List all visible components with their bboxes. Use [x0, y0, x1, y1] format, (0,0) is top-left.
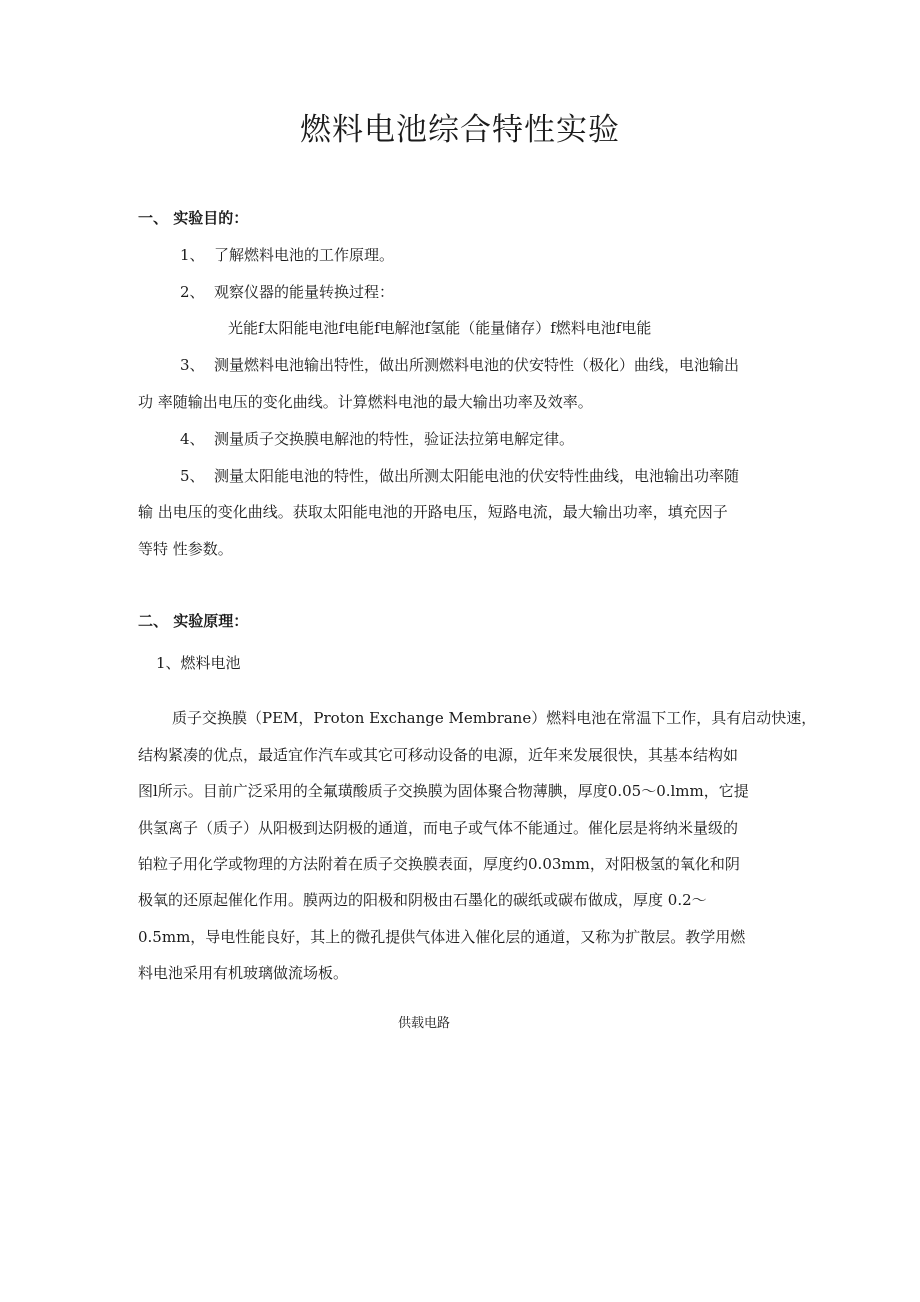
list-item-number: 1、: [180, 246, 205, 264]
paragraph-line: 供氢离子（质子）从阳极到达阴极的通道，而电子或气体不能通过。催化层是将纳米量级的: [138, 819, 739, 837]
section-heading-objectives: 一、 实验目的：: [138, 209, 249, 227]
list-item-continuation: 等特 性参数。: [138, 540, 233, 558]
list-item: [180, 354, 739, 375]
list-item-number: 5、: [180, 467, 205, 485]
list-item-number: 3、: [180, 356, 205, 374]
energy-conversion-chain: 光能f太阳能电池f电能f电解池f氢能（能量储存）f燃料电池f电能: [228, 319, 652, 337]
subsection-heading-fuel-cell: 1、燃料电池: [156, 654, 241, 672]
list-item: [180, 465, 739, 486]
page-title: 燃料电池综合特性实验: [300, 112, 620, 148]
list-item: [180, 244, 394, 265]
paragraph-line: 图l所示。目前广泛采用的全氟璜酸质子交换膜为固体聚合物薄腆，厚度0.05～0.lmm，它提: [138, 782, 749, 800]
list-item-number: 4、: [180, 430, 205, 448]
list-item-number: 2、: [180, 283, 205, 301]
list-item: [180, 428, 574, 449]
list-item-continuation: 功 率随输出电压的变化曲线。计算燃料电池的最大输出功率及效率。: [138, 393, 593, 411]
list-item-text: 测量燃料电池输出特性，做出所测燃料电池的伏安特性（极化）曲线，电池输出: [214, 356, 740, 374]
list-item-text: 观察仪器的能量转换过程：: [214, 283, 395, 301]
list-item-continuation: 输 出电压的变化曲线。获取太阳能电池的开路电压，短路电流，最大输出功率，填充因子: [138, 503, 728, 521]
paragraph-line: 极氧的还原起催化作用。膜两边的阳极和阴极由石墨化的碳纸或碳布做成，厚度 0.2～: [138, 891, 707, 909]
list-item-text: 了解燃料电池的工作原理。: [214, 246, 395, 264]
figure-caption: 供载电路: [397, 1016, 450, 1031]
paragraph-line: 质子交换膜（PEM，Proton Exchange Membrane）燃料电池在常温下工作，具有启动快速，: [172, 709, 817, 727]
list-item-text: 测量质子交换膜电解池的特性，验证法拉第电解定律。: [214, 430, 575, 448]
paragraph-line: 0.5mm，导电性能良好，其上的微孔提供气体进入催化层的通道，又称为扩散层。教学用燃: [138, 928, 746, 946]
paragraph-line: 料电池采用有机玻璃做流场板。: [138, 964, 349, 982]
list-item: [180, 281, 394, 302]
list-item-text: 测量太阳能电池的特性，做出所测太阳能电池的伏安特性曲线，电池输出功率随: [214, 467, 740, 485]
section-heading-principles: 二、 实验原理：: [138, 612, 249, 630]
paragraph-line: 铂粒子用化学或物理的方法附着在质子交换膜表面，厚度约0.03mm，对阳极氢的氧化和阴: [138, 855, 740, 873]
paragraph-line: 结构紧凑的优点，最适宜作汽车或其它可移动设备的电源，近年来发展很快，其基本结构如: [138, 746, 739, 764]
